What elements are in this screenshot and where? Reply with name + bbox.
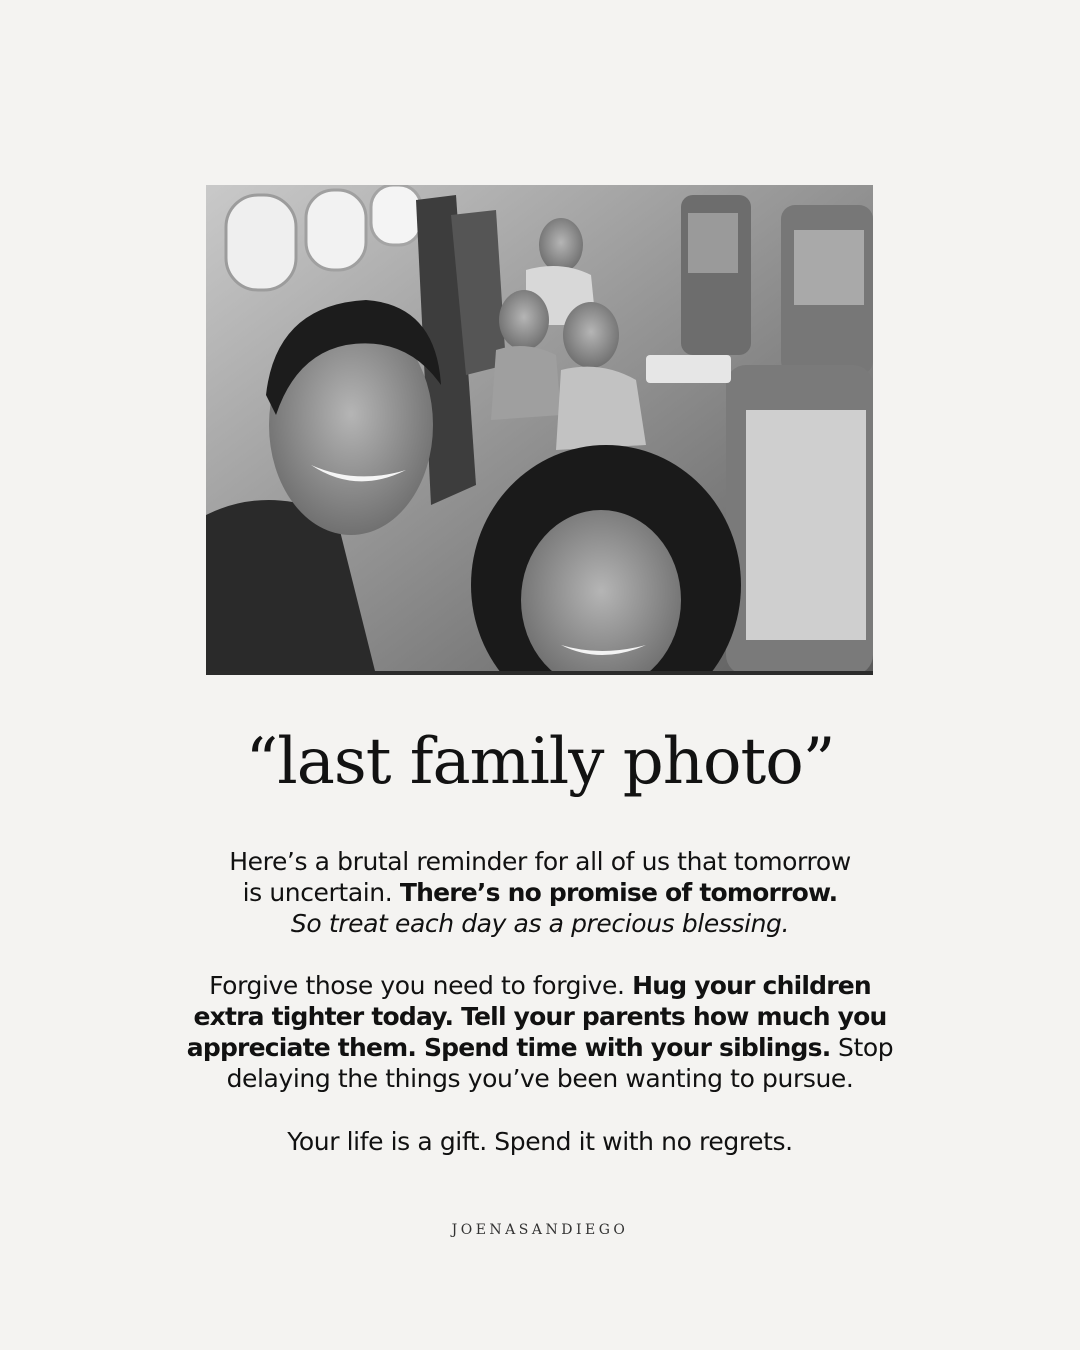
text-line <box>100 1001 980 1032</box>
text-line <box>100 908 980 939</box>
family-selfie-photo <box>206 185 873 675</box>
page-title: “last family photo” <box>245 725 835 799</box>
text-line: Forgive those you need to forgive. Hug your children <box>209 971 871 1000</box>
emphasis-text: appreciate them. Spend time with your siblings. <box>186 1033 831 1062</box>
author-signature: JOENASANDIEGO <box>451 1222 629 1238</box>
italic-text: So treat each day as a precious blessing. <box>290 909 790 938</box>
text-line: delaying the things you’ve been wanting to pursue. <box>226 1064 854 1093</box>
closing-paragraph: Your life is a gift. Spend it with no regrets. <box>287 1127 793 1156</box>
emphasis-text: There’s no promise of tomorrow. <box>399 878 838 907</box>
text-line: appreciate them. Spend time with your siblings. Stop <box>186 1033 894 1062</box>
emphasis-text: extra tighter today. Tell your parents how much you <box>193 1002 887 1031</box>
reminder-paragraph <box>100 846 980 939</box>
text-line: Here’s a brutal reminder for all of us that tomorrow <box>229 847 851 876</box>
text-line: is uncertain. There’s no promise of tomorrow. <box>242 878 838 907</box>
emphasis-text: Hug your children <box>632 971 871 1000</box>
advice-paragraph <box>100 970 980 1094</box>
